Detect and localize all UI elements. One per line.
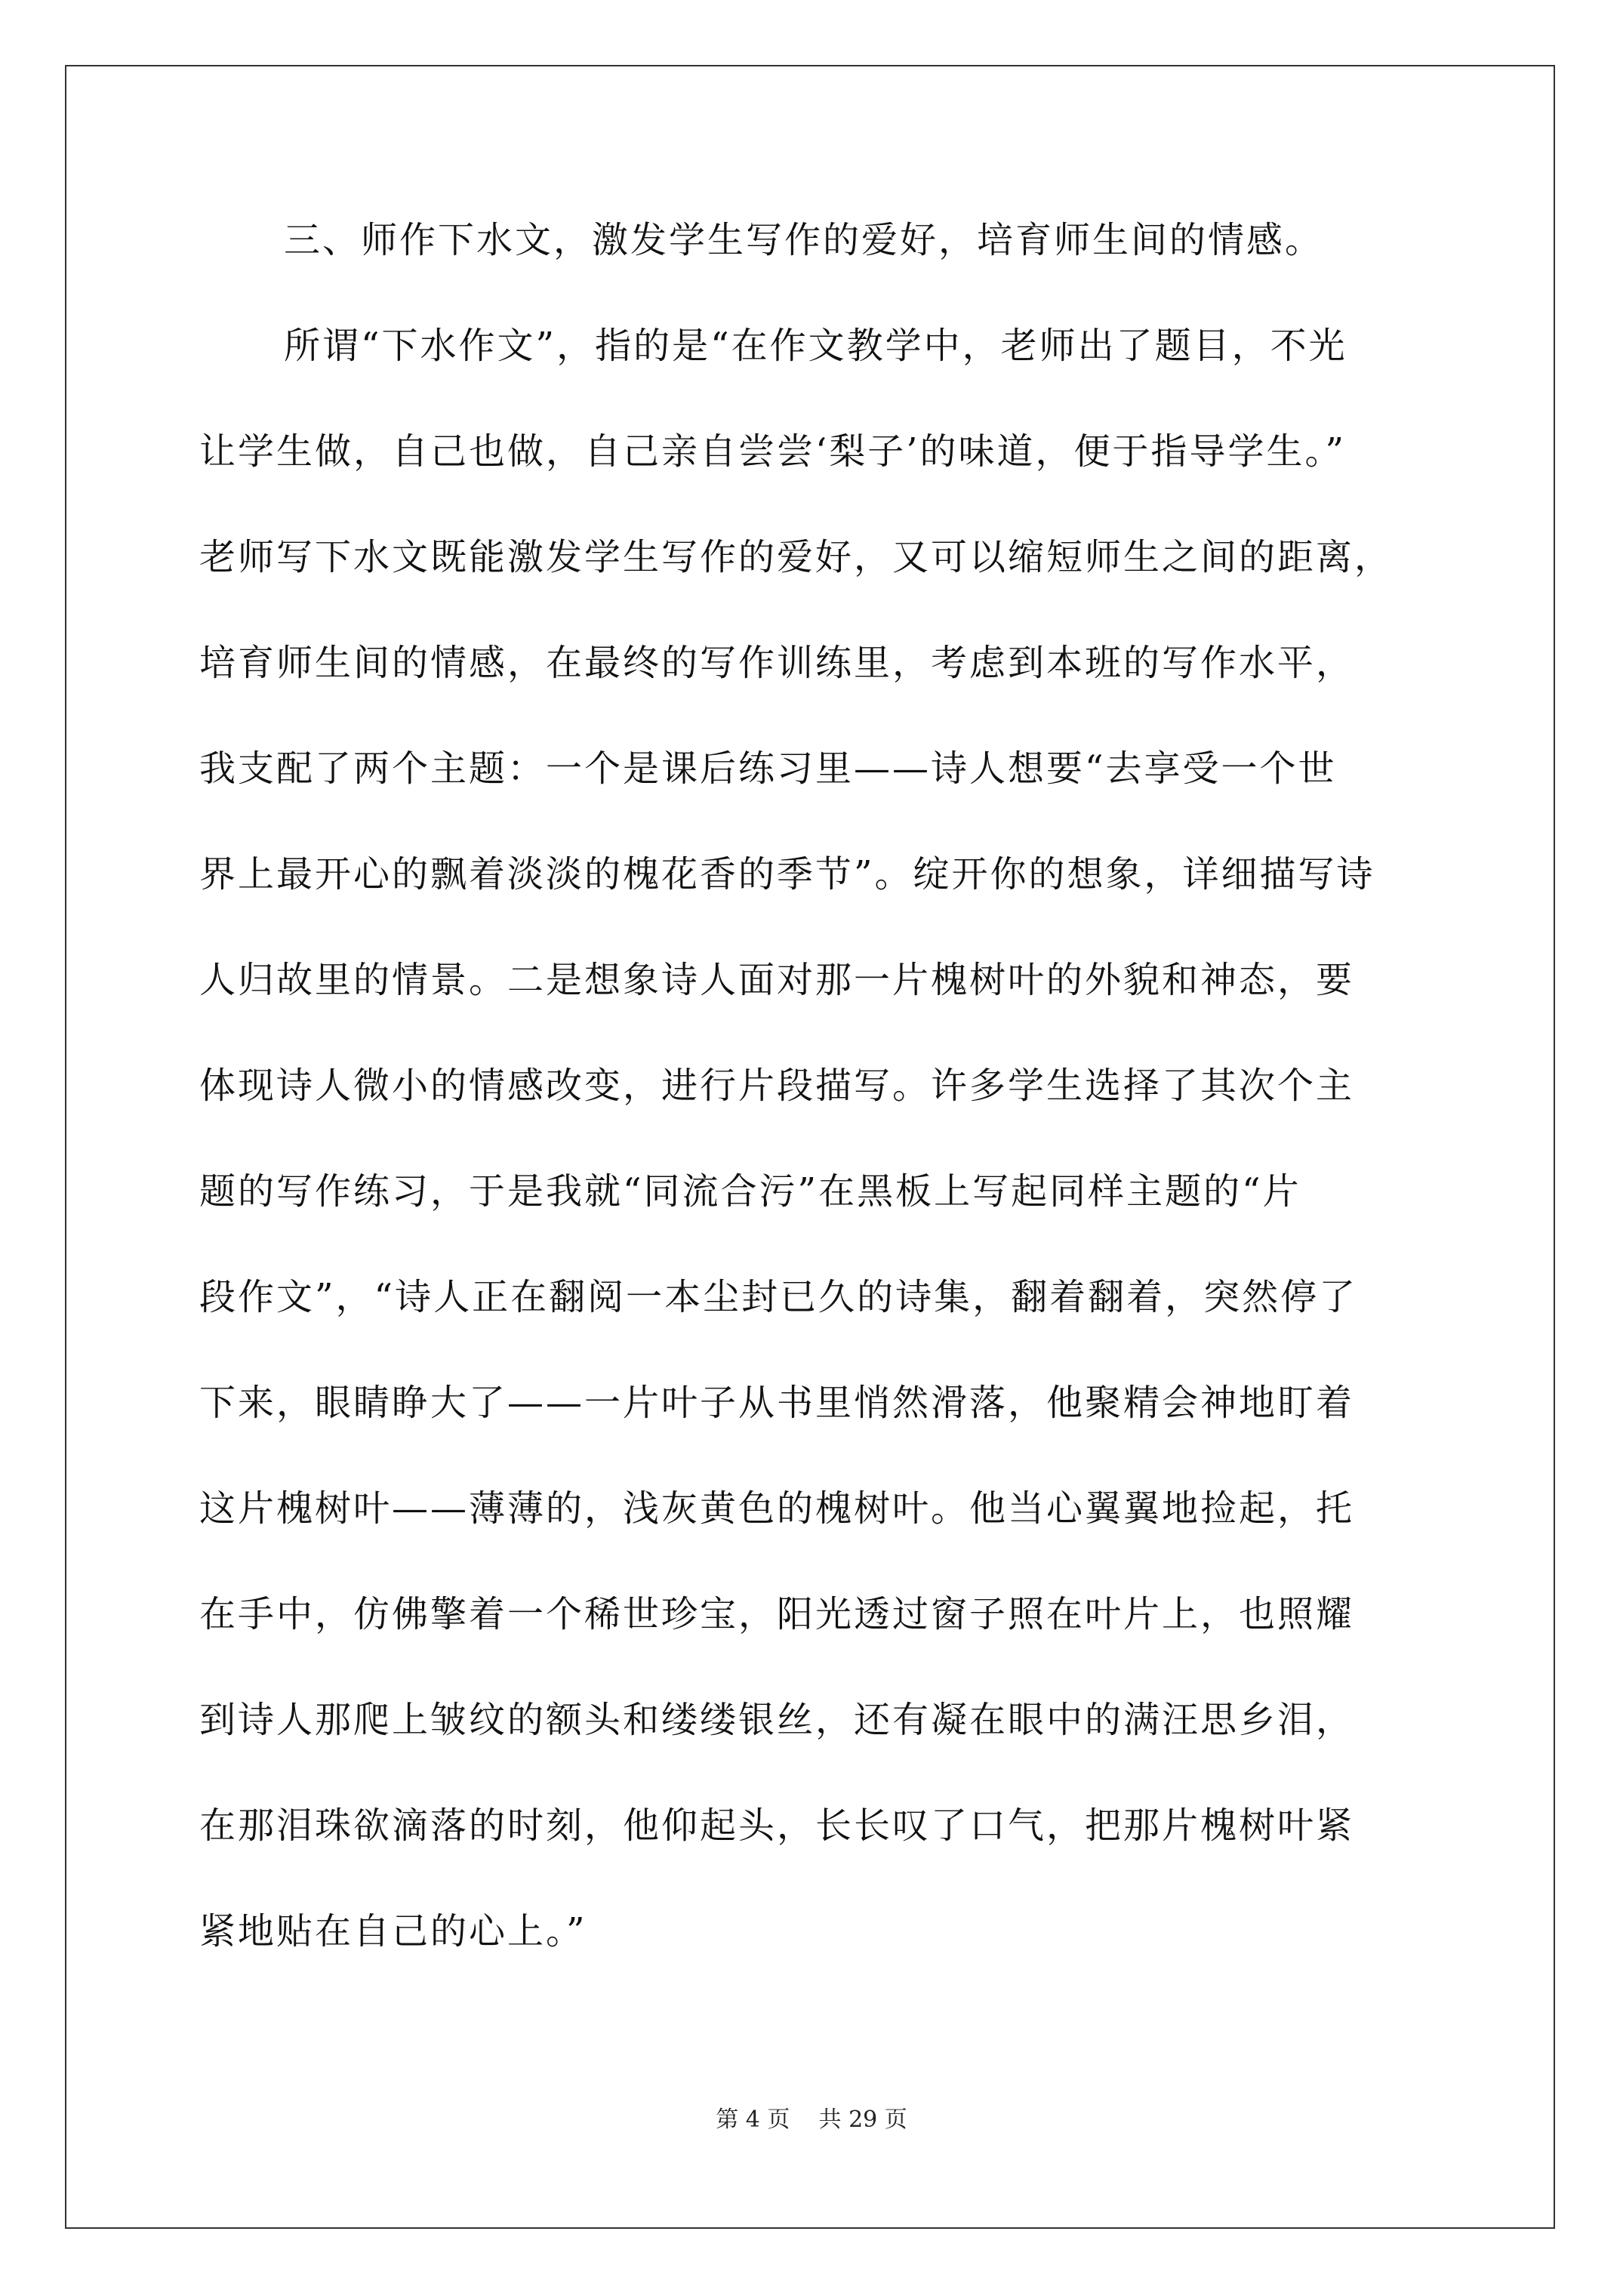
page-number: 第 4 页 [716,2106,790,2133]
section-heading: 三、师作下水文，激发学生写作的爱好，培育师生间的情感。 [284,219,1324,261]
page-total: 共 29 页 [818,2106,907,2133]
paragraph-line: 题的写作练习，于是我就“同流合污”在黑板上写起同样主题的“片 [199,1170,1301,1213]
paragraph-line: 我支配了两个主题：一个是课后练习里——诗人想要“去享受一个世 [199,747,1337,790]
paragraph-line: 这片槐树叶——薄薄的，浅灰黄色的槐树叶。他当心翼翼地捡起，托 [199,1487,1355,1530]
paragraph-line: 下来，眼睛睁大了——一片叶子从书里悄然滑落，他聚精会神地盯着 [199,1382,1355,1424]
paragraph-line: 老师写下水文既能激发学生写作的爱好，又可以缩短师生之间的距离， [199,536,1394,578]
paragraph-line: 人归故里的情景。二是想象诗人面对那一片槐树叶的外貌和神态，要 [199,959,1355,1001]
paragraph-line: 紧地贴在自己的心上。” [199,1910,587,1952]
page-border [65,65,1555,2229]
paragraph-line: 体现诗人微小的情感改变，进行片段描写。许多学生选择了其次个主 [199,1065,1355,1107]
paragraph-line: 在那泪珠欲滴落的时刻，他仰起头，长长叹了口气，把那片槐树叶紧 [199,1804,1355,1847]
paragraph-line: 在手中，仿佛擎着一个稀世珍宝，阳光透过窗子照在叶片上，也照耀 [199,1593,1355,1635]
paragraph-line: 到诗人那爬上皱纹的额头和缕缕银丝，还有凝在眼中的满汪思乡泪， [199,1699,1355,1741]
page-footer [0,2105,1623,2135]
paragraph-line: 让学生做，自己也做，自己亲自尝尝‘梨子’的味道，便于指导学生。” [199,430,1347,473]
paragraph-line: 所谓“下水作文”，指的是“在作文教学中，老师出了题目，不光 [284,325,1347,367]
paragraph-line: 界上最开心的飘着淡淡的槐花香的季节”。绽开你的想象，详细描写诗 [199,853,1375,895]
paragraph-line: 段作文”，“诗人正在翻阅一本尘封已久的诗集，翻着翻着，突然停了 [199,1276,1358,1318]
paragraph-line: 培育师生间的情感，在最终的写作训练里，考虑到本班的写作水平， [199,642,1355,684]
